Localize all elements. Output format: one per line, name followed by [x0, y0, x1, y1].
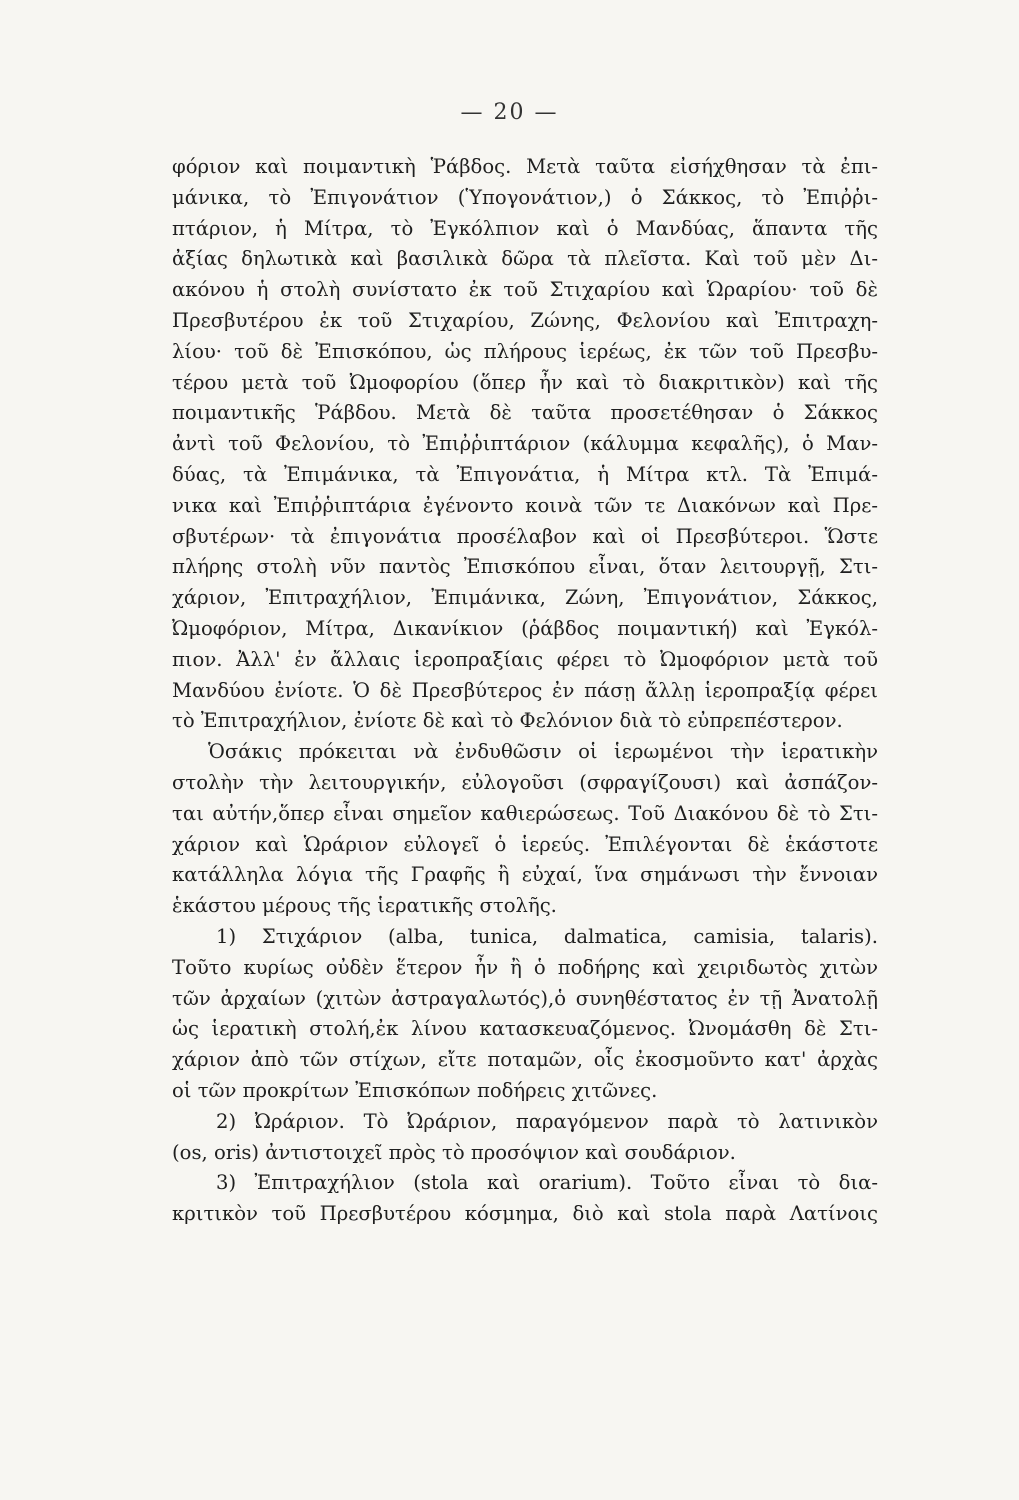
text-line: φόριον καὶ ποιμαντικὴ Ῥάβδος. Μετὰ ταῦτα εἰσήχθησαν τὰ ἐπι- — [172, 155, 878, 178]
text-line: Ὁσάκις πρόκειται νὰ ἐνδυθῶσιν οἱ ἱερωμένοι τὴν ἱερατικὴν — [208, 740, 878, 764]
text-line: ακόνου ἡ στολὴ συνίστατο ἐκ τοῦ Στιχαρίου καὶ Ὡραρίου· τοῦ δὲ — [172, 278, 878, 302]
text-line: πτάριον, ἡ Μίτρα, τὸ Ἐγκόλπιον καὶ ὁ Μανδύας, ἅπαντα τῆς — [172, 216, 878, 240]
text-line: χάριον, Ἐπιτραχήλιον, Ἐπιμάνικα, Ζώνη, Ἐπιγονάτιον, Σάκκος, — [172, 586, 878, 610]
text-line: πλήρης στολὴ νῦν παντὸς Ἐπισκόπου εἶναι, ὅταν λειτουργῇ, Στι- — [172, 555, 878, 579]
text-line: λίου· τοῦ δὲ Ἐπισκόπου, ὡς πλήρους ἱερέως, ἐκ τῶν τοῦ Πρεσβυ- — [172, 339, 878, 363]
text-line: Μανδύου ἐνίοτε. Ὁ δὲ Πρεσβύτερος ἐν πάσῃ ἄλλῃ ἱεροπραξίᾳ φέρει — [172, 678, 878, 702]
text-line: κατάλληλα λόγια τῆς Γραφῆς ἢ εὐχαί, ἵνα σημάνωσι τὴν ἔννοιαν — [172, 863, 878, 887]
text-line: τέρου μετὰ τοῦ Ὠμοφορίου (ὅπερ ἦν καὶ τὸ διακριτικὸν) καὶ τῆς — [172, 370, 878, 394]
text-line: πιον. Ἀλλ' ἐν ἄλλαις ἱεροπραξίαις φέρει τὸ Ὠμοφόριον μετὰ τοῦ — [172, 647, 878, 671]
text-line: 2) Ὠράριον. Τὸ Ὠράριον, παραγόμενον παρὰ τὸ λατινικὸν — [216, 1109, 878, 1133]
body-text — [172, 152, 878, 1230]
page-number: — 20 — — [460, 100, 559, 125]
text-line: μάνικα, τὸ Ἐπιγονάτιον (Ὑπογονάτιον,) ὁ Σάκκος, τὸ Ἐπιῤῥι- — [172, 185, 878, 209]
text-line: νικα καὶ Ἐπιῤῥιπτάρια ἐγένοντο κοινὰ τῶν τε Διακόνων καὶ Πρε- — [172, 493, 878, 517]
text-line: ποιμαντικῆς Ῥάβδου. Μετὰ δὲ ταῦτα προσετέθησαν ὁ Σάκκος — [172, 401, 878, 425]
text-line: στολὴν τὴν λειτουργικήν, εὐλογοῦσι (σφραγίζουσι) καὶ ἀσπάζον- — [172, 770, 878, 794]
text-line: χάριον ἀπὸ τῶν στίχων, εἴτε ποταμῶν, οἷς ἐκοσμοῦντο κατ' ἀρχὰς — [172, 1048, 878, 1072]
text-line: (os, oris) ἀντιστοιχεῖ πρὸς τὸ προσόψιον καὶ σουδάριον. — [172, 1140, 736, 1164]
text-line: Πρεσβυτέρου ἐκ τοῦ Στιχαρίου, Ζώνης, Φελονίου καὶ Ἐπιτραχη- — [172, 308, 878, 332]
text-line: ἀξίας δηλωτικὰ καὶ βασιλικὰ δῶρα τὰ πλεῖστα. Καὶ τοῦ μὲν Δι- — [172, 247, 878, 271]
text-line: τὸ Ἐπιτραχήλιον, ἐνίοτε δὲ καὶ τὸ Φελόνιον διὰ τὸ εὐπρεπέστερον. — [172, 709, 843, 733]
text-line: δύας, τὰ Ἐπιμάνικα, τὰ Ἐπιγονάτια, ἡ Μίτρα κτλ. Τὰ Ἐπιμά- — [172, 462, 878, 486]
text-line: ἑκάστου μέρους τῆς ἱερατικῆς στολῆς. — [172, 894, 557, 918]
text-line: 3) Ἐπιτραχήλιον (stola καὶ orarium). Τοῦτο εἶναι τὸ δια- — [216, 1171, 878, 1195]
text-line: ὡς ἱερατικὴ στολή,ἐκ λίνου κατασκευαζόμενος. Ὠνομάσθη δὲ Στι- — [172, 1017, 878, 1041]
text-line: σβυτέρων· τὰ ἐπιγονάτια προσέλαβον καὶ οἱ Πρεσβύτεροι. Ὥστε — [172, 524, 878, 548]
text-line: Τοῦτο κυρίως οὐδὲν ἕτερον ἦν ἢ ὁ ποδήρης καὶ χειριδωτὸς χιτὼν — [172, 955, 878, 979]
text-line: οἱ τῶν προκρίτων Ἐπισκόπων ποδήρεις χιτῶνες. — [172, 1078, 658, 1102]
text-line: χάριον καὶ Ὡράριον εὐλογεῖ ὁ ἱερεύς. Ἐπιλέγονται δὲ ἑκάστοτε — [172, 832, 878, 856]
text-line: ἀντὶ τοῦ Φελονίου, τὸ Ἐπιῤῥιπτάριον (κάλυμμα κεφαλῆς), ὁ Μαν- — [172, 432, 878, 456]
text-line: 1) Στιχάριον (alba, tunica, dalmatica, camisia, talaris). — [216, 924, 878, 948]
text-line: κριτικὸν τοῦ Πρεσβυτέρου κόσμημα, διὸ καὶ stola παρὰ Λατίνοις — [172, 1202, 878, 1226]
text-line: Ὠμοφόριον, Μίτρα, Δικανίκιον (ῥάβδος ποιμαντική) καὶ Ἐγκόλ- — [172, 616, 878, 640]
text-line: ται αὐτήν,ὅπερ εἶναι σημεῖον καθιερώσεως. Τοῦ Διακόνου δὲ τὸ Στι- — [172, 801, 878, 825]
text-line: τῶν ἀρχαίων (χιτὼν ἀστραγαλωτός),ὁ συνηθέστατος ἐν τῇ Ἀνατολῇ — [172, 986, 878, 1010]
